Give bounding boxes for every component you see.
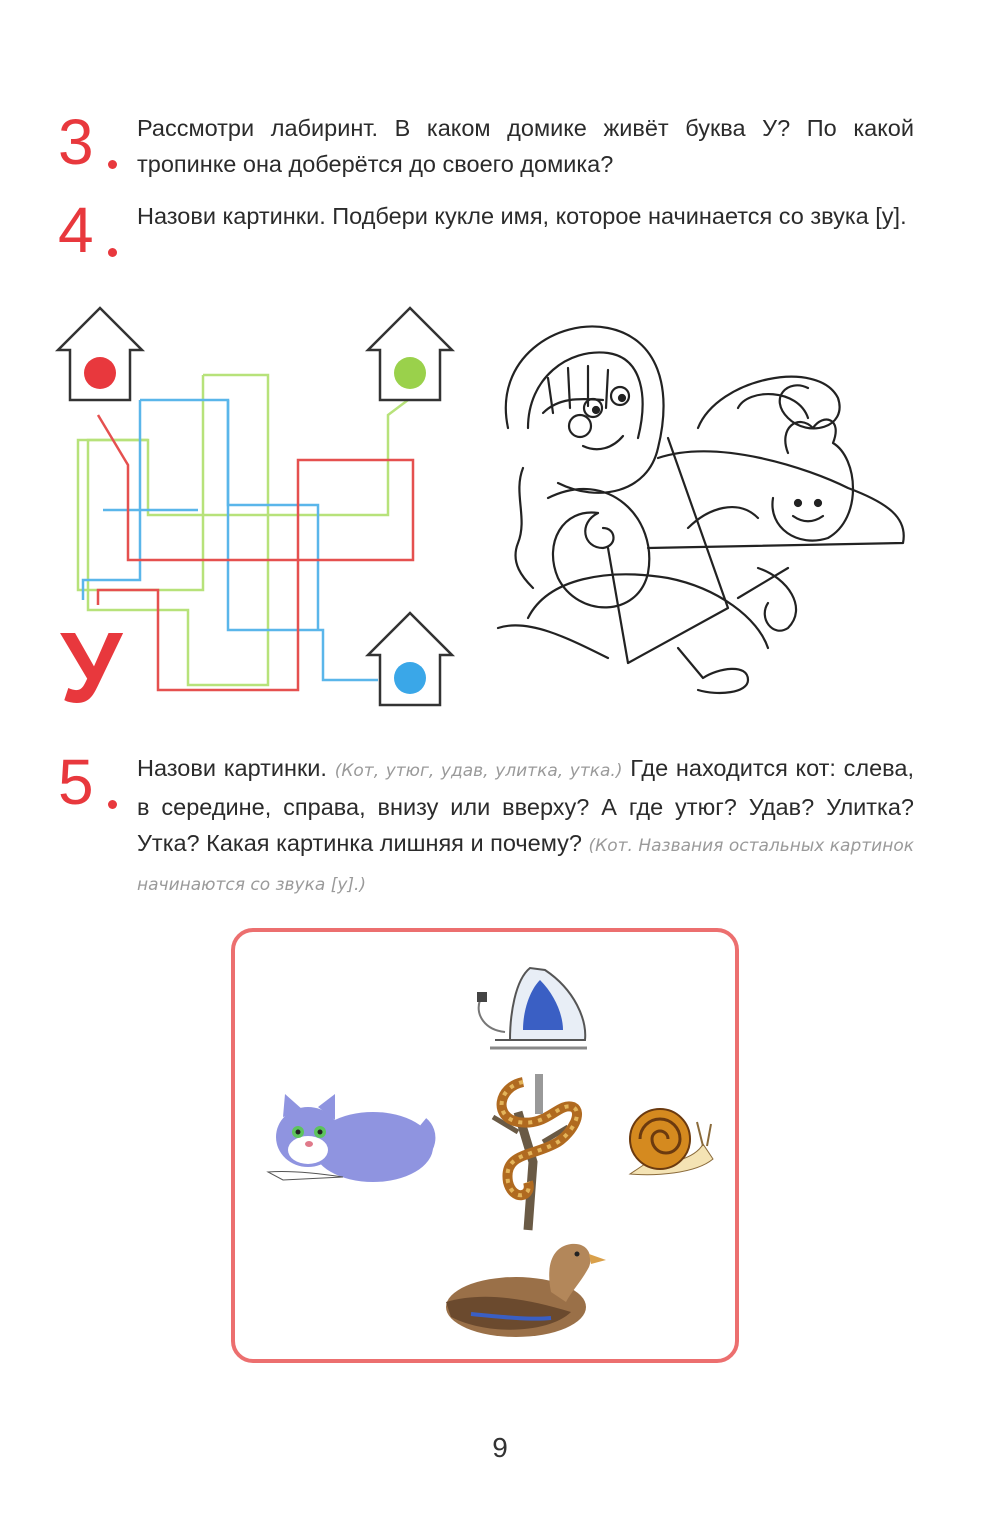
task-text (137, 750, 914, 903)
task-text-main: Где находится кот: слева, в середине, справа, внизу или вверху? А где утюг? Удав? Улитка? Утка? Какая картинка лишняя и почему? (137, 755, 915, 856)
duck-icon (441, 1232, 606, 1342)
task-3 (58, 106, 914, 182)
maze-path-green (88, 375, 408, 685)
doll-head (528, 352, 643, 438)
task-number: 5 (58, 746, 94, 818)
task-4 (58, 194, 914, 266)
cat-icon (263, 1092, 438, 1192)
task-hint: (Кот, утюг, удав, улитка, утка.) (334, 761, 623, 781)
maze-path-blue (140, 400, 378, 680)
task-5 (58, 746, 915, 903)
number-dot (108, 248, 117, 257)
maze (48, 300, 468, 710)
pictures-frame (231, 928, 739, 1363)
number-dot (108, 160, 117, 169)
page-number: 9 (492, 1432, 508, 1463)
maze-letter: У (60, 612, 123, 710)
task-text: Назови картинки. Подбери кукле имя, которое начинается со звука [у]. (137, 203, 907, 229)
doll-picture (488, 318, 918, 708)
snake-icon (473, 1072, 588, 1232)
task-number: 3 (58, 106, 94, 178)
iron-icon (475, 960, 595, 1055)
maze-path-red (98, 415, 413, 690)
task-text: Рассмотри лабиринт. В каком домике живёт буква У? По какой тропинке она доберётся до своего домика? (137, 115, 914, 177)
number-dot (108, 800, 117, 809)
task-text-lead: Назови картинки. (137, 755, 327, 781)
task-answer-hint: (Кот. Названия остальных картинок начинаются со звука [у].) (137, 836, 915, 895)
snail-icon (625, 1104, 717, 1184)
task-number: 4 (58, 194, 94, 266)
house-red (58, 308, 142, 400)
house-blue (368, 613, 452, 705)
house-green (368, 308, 452, 400)
